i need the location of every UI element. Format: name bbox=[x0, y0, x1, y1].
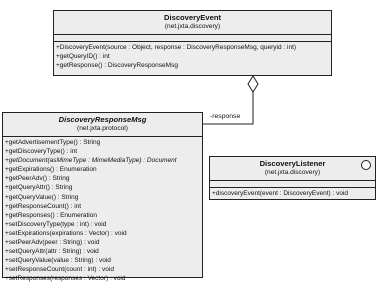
operation: +setQueryValue(value : String) : void bbox=[5, 257, 111, 265]
operation: +getQueryID() : int bbox=[56, 53, 110, 61]
operation: +getExpirations() : Enumeration bbox=[5, 166, 97, 174]
interface-circle-icon bbox=[361, 160, 371, 170]
operation: +getQueryAttr() : String bbox=[5, 184, 73, 192]
attributes-compartment bbox=[210, 181, 375, 188]
attributes-compartment bbox=[54, 35, 331, 42]
operation: +getResponse() : DiscoveryResponseMsg bbox=[56, 62, 178, 70]
operation: +setQueryAttr(attr : String) : void bbox=[5, 248, 99, 256]
operation: +getDiscoveryType() : int bbox=[5, 148, 78, 156]
operation: +setDiscoveryType(type : int) : void bbox=[5, 220, 107, 228]
operation: +setPeerAdv(peer : String) : void bbox=[5, 239, 100, 247]
association-role-label: -response bbox=[210, 113, 241, 120]
aggregation-diamond bbox=[248, 76, 258, 92]
class-discovery-event bbox=[53, 10, 332, 76]
class-name: DiscoveryEvent bbox=[164, 13, 221, 22]
operation: +getQueryValue() : String bbox=[5, 193, 79, 201]
class-name: DiscoveryResponseMsg bbox=[58, 115, 147, 124]
operation: +getResponseCount() : int bbox=[5, 202, 82, 210]
class-header bbox=[210, 157, 375, 181]
operation: +getPeerAdv() : String bbox=[5, 175, 70, 183]
operation: +setResponseCount(count : int) : void bbox=[5, 266, 114, 274]
operations-compartment bbox=[3, 137, 202, 285]
class-package: (net.jxta.protocol) bbox=[77, 125, 128, 132]
class-package: (net.jxta.discovery) bbox=[264, 169, 321, 176]
interface-discovery-listener bbox=[209, 156, 376, 200]
operation: +setResponses(responses : Vector) : void bbox=[5, 275, 126, 283]
class-package: (net.jxta.discovery) bbox=[164, 23, 221, 30]
operation: +setExpirations(expirations : Vector) : void bbox=[5, 229, 127, 237]
operation: +DiscoveryEvent(source : Object, response : DiscoveryResponseMsg, queryid : int) bbox=[56, 44, 297, 51]
operations-compartment bbox=[210, 188, 375, 199]
operation: +getAdvertisementType() : String bbox=[5, 139, 101, 146]
class-name: DiscoveryListener bbox=[259, 159, 326, 168]
operation: +discoveryEvent(event : DiscoveryEvent) : void bbox=[212, 190, 349, 197]
operations-compartment bbox=[54, 42, 331, 71]
abstract-operation: +getDocument(asMimeType : MimeMediaType) : Document bbox=[5, 157, 177, 165]
class-header bbox=[54, 11, 331, 35]
operation: +getResponses() : Enumeration bbox=[5, 211, 97, 219]
class-discovery-response-msg bbox=[2, 112, 203, 283]
class-header bbox=[3, 113, 202, 137]
